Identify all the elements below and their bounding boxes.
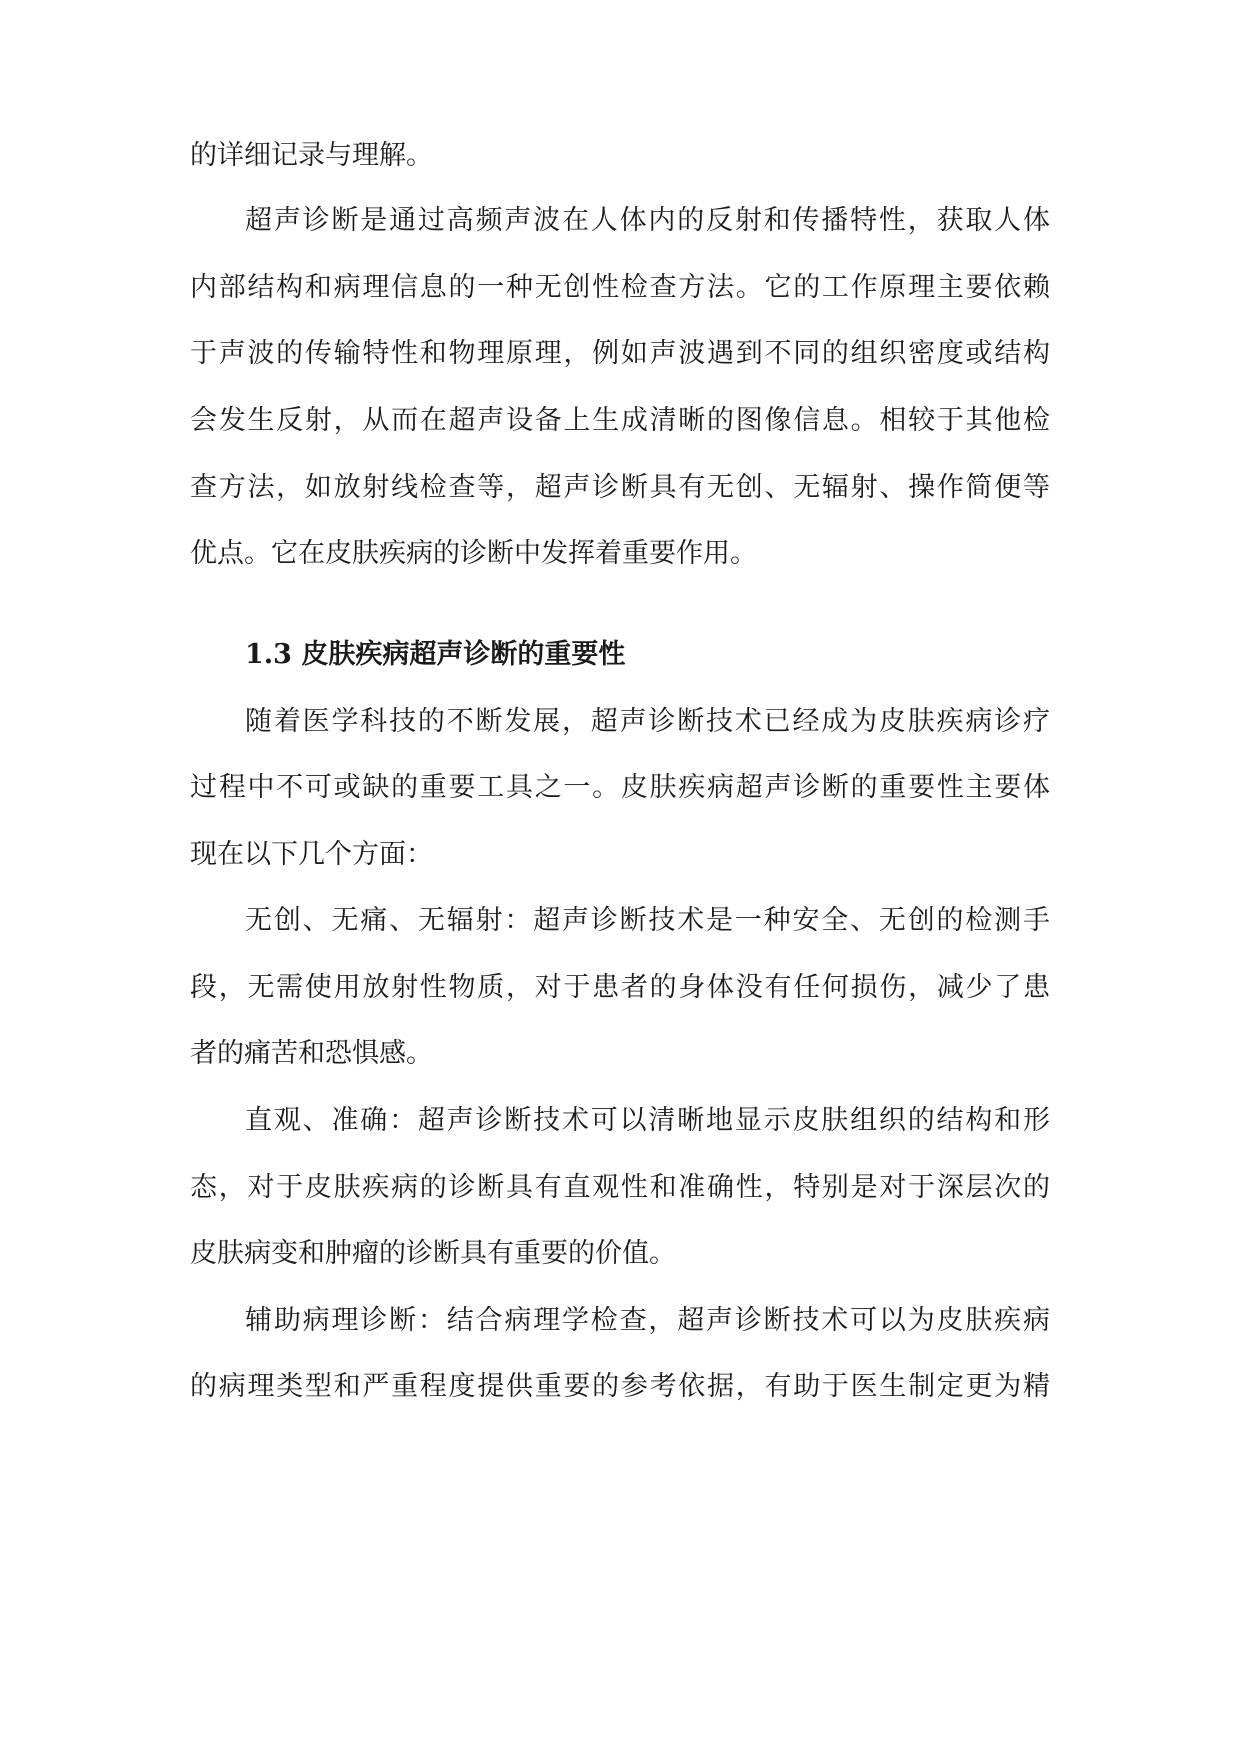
text-line: 态，对于皮肤疾病的诊断具有直观性和准确性，特别是对于深层次的	[190, 1172, 1050, 1203]
text-line: 内部结构和病理信息的一种无创性检查方法。它的工作原理主要依赖	[190, 272, 1050, 303]
text-line: 查方法，如放射线检查等，超声诊断具有无创、无辐射、操作简便等	[190, 472, 1050, 503]
section-heading: 1.3 皮肤疾病超声诊断的重要性	[245, 639, 626, 670]
text-line: 辅助病理诊断：结合病理学检查，超声诊断技术可以为皮肤疾病	[245, 1305, 1050, 1336]
text-line: 超声诊断是通过高频声波在人体内的反射和传播特性，获取人体	[245, 205, 1050, 236]
text-line: 于声波的传输特性和物理原理，例如声波遇到不同的组织密度或结构	[190, 338, 1050, 369]
text-line: 优点。它在皮肤疾病的诊断中发挥着重要作用。	[190, 538, 757, 569]
text-line: 直观、准确：超声诊断技术可以清晰地显示皮肤组织的结构和形	[245, 1105, 1050, 1136]
text-line: 的病理类型和严重程度提供重要的参考依据，有助于医生制定更为精	[190, 1371, 1050, 1402]
text-line: 过程中不可或缺的重要工具之一。皮肤疾病超声诊断的重要性主要体	[190, 772, 1050, 803]
text-line: 段，无需使用放射性物质，对于患者的身体没有任何损伤，减少了患	[190, 972, 1050, 1003]
text-line: 者的痛苦和恐惧感。	[190, 1038, 433, 1069]
text-line: 皮肤病变和肿瘤的诊断具有重要的价值。	[190, 1238, 676, 1269]
text-line: 会发生反射，从而在超声设备上生成清晰的图像信息。相较于其他检	[190, 405, 1050, 436]
text-line: 随着医学科技的不断发展，超声诊断技术已经成为皮肤疾病诊疗	[245, 706, 1050, 737]
text-line: 的详细记录与理解。	[190, 140, 433, 171]
text-line: 无创、无痛、无辐射：超声诊断技术是一种安全、无创的检测手	[245, 905, 1050, 936]
text-line: 现在以下几个方面：	[190, 839, 433, 870]
